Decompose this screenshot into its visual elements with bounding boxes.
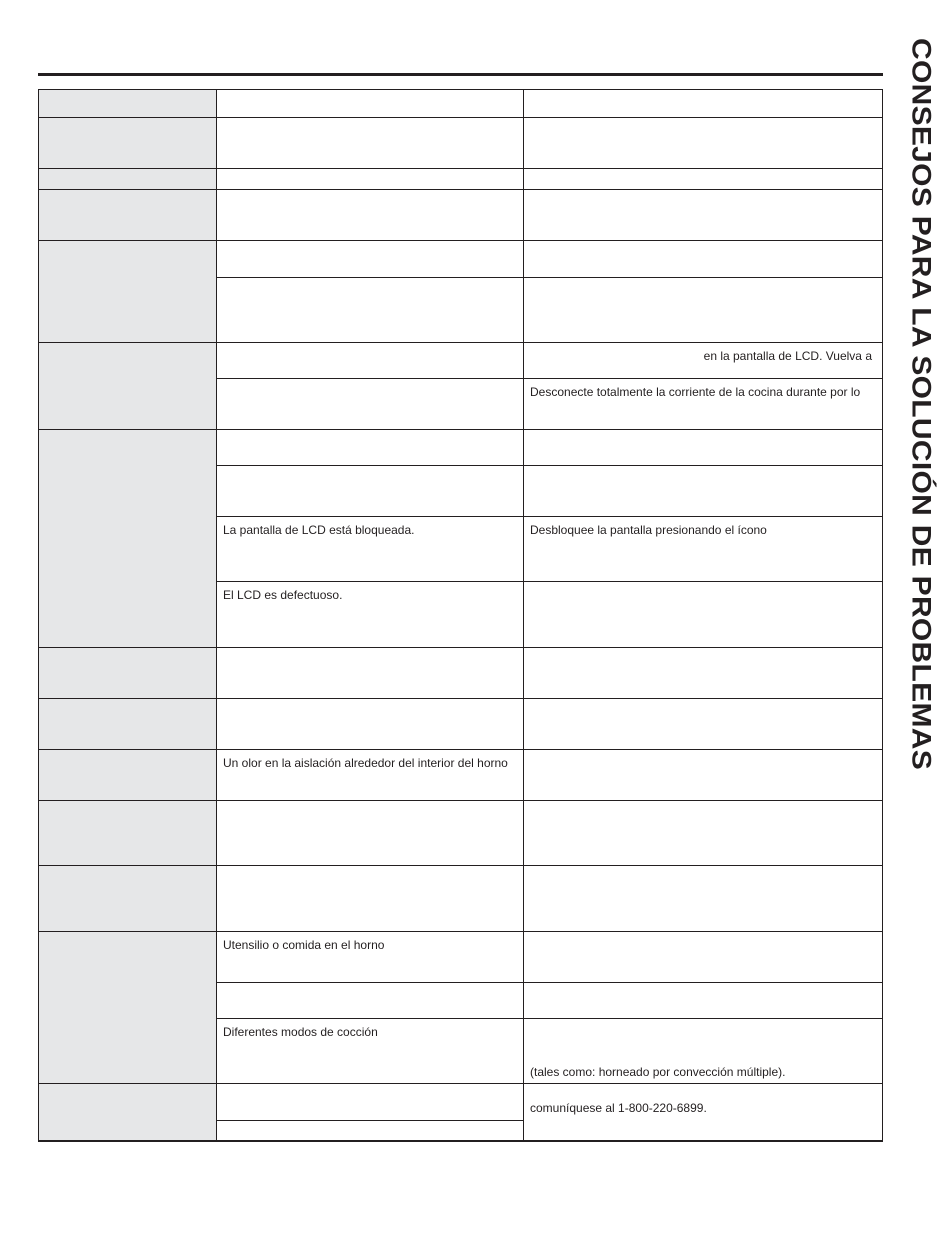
section-title: CONSEJOS PARA LA SOLUCIÓN DE PROBLEMAS: [906, 38, 936, 771]
solution-cell: Desconecte totalmente la corriente de la cocina durante por lo: [523, 378, 883, 430]
cause-cell: [216, 698, 524, 750]
cause-cell: Diferentes modos de cocción: [216, 1018, 524, 1084]
solution-cell: Desbloquee la pantalla presionando el ícono: [523, 516, 883, 582]
cause-cell: [216, 117, 524, 169]
solution-cell: [523, 931, 883, 983]
cause-cell: Utensilio o comida en el horno: [216, 931, 524, 983]
problem-cell: [38, 189, 217, 241]
cause-cell: [216, 800, 524, 866]
cause-cell: [216, 240, 524, 278]
problem-cell: [38, 1083, 217, 1142]
solution-cell: [523, 698, 883, 750]
solution-cell: [523, 277, 883, 343]
cause-cell: [216, 1120, 524, 1142]
cause-cell: La pantalla de LCD está bloqueada.: [216, 516, 524, 582]
problem-cell: [38, 117, 217, 169]
cause-cell: [216, 378, 524, 430]
solution-cell: [523, 749, 883, 801]
table-header-cell: [38, 89, 217, 118]
problem-cell: [38, 647, 217, 699]
cause-cell: [216, 1083, 524, 1121]
cause-cell: [216, 429, 524, 466]
solution-cell: [523, 240, 883, 278]
solution-cell: [523, 982, 883, 1019]
cause-cell: [216, 865, 524, 932]
problem-cell: [38, 240, 217, 343]
problem-cell: [38, 168, 217, 190]
table-header-cell: [523, 89, 883, 118]
problem-cell: [38, 865, 217, 932]
solution-cell: (tales como: horneado por convección múltiple).: [523, 1018, 883, 1084]
problem-cell: [38, 800, 217, 866]
solution-cell: comuníquese al 1-800-220-6899.: [523, 1083, 883, 1142]
cause-cell: [216, 465, 524, 517]
problem-cell: [38, 342, 217, 430]
cause-cell: El LCD es defectuoso.: [216, 581, 524, 648]
solution-cell: [523, 865, 883, 932]
cause-cell: [216, 647, 524, 699]
cause-cell: Un olor en la aislación alrededor del interior del horno: [216, 749, 524, 801]
cause-cell: [216, 982, 524, 1019]
solution-cell: [523, 800, 883, 866]
problem-cell: [38, 429, 217, 648]
problem-cell: [38, 749, 217, 801]
cause-cell: [216, 168, 524, 190]
cause-cell: [216, 189, 524, 241]
problem-cell: [38, 931, 217, 1084]
solution-cell: [523, 647, 883, 699]
solution-cell: [523, 465, 883, 517]
table-header-cell: [216, 89, 524, 118]
solution-cell: en la pantalla de LCD. Vuelva a: [523, 342, 883, 379]
solution-cell: [523, 189, 883, 241]
problem-cell: [38, 698, 217, 750]
solution-cell: [523, 581, 883, 648]
solution-cell: [523, 168, 883, 190]
solution-cell: [523, 117, 883, 169]
solution-cell: [523, 429, 883, 466]
cause-cell: [216, 342, 524, 379]
cause-cell: [216, 277, 524, 343]
